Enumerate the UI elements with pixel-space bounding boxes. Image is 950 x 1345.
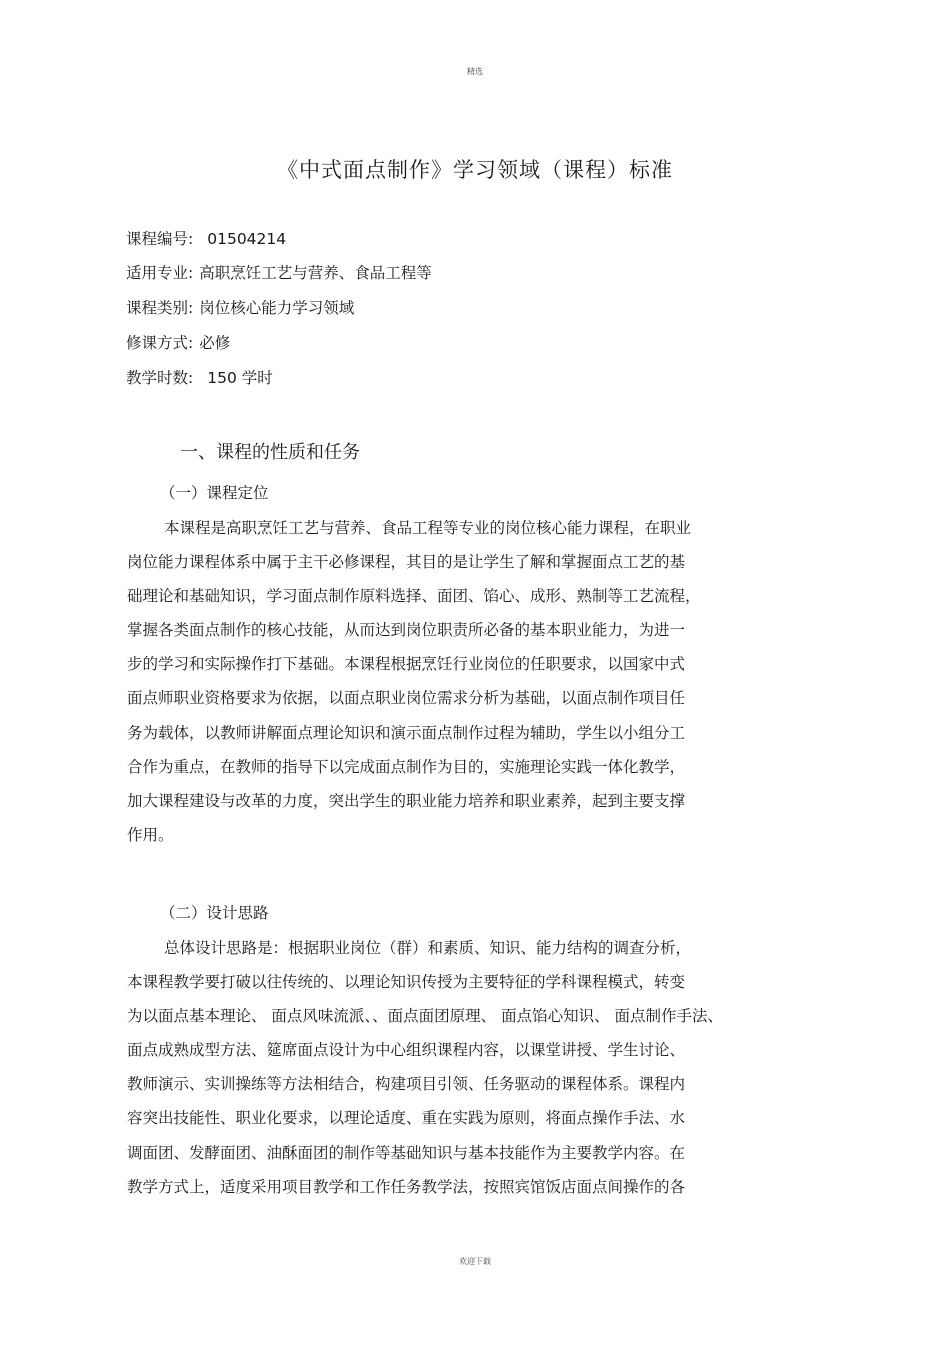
- meta-hours: [126, 368, 273, 388]
- meta-label: 适用专业:: [126, 264, 194, 282]
- paragraph-line: 为以面点基本理论、 面点风味流派、、面点面团原理、 面点馅心知识、 面点制作手法、: [127, 1007, 724, 1026]
- paragraph-line: 面点成熟成型方法、筵席面点设计为中心组织课程内容，以课堂讲授、学生讨论、: [127, 1041, 686, 1060]
- meta-mode: [126, 333, 230, 353]
- subsection-heading-design: （二）设计思路: [160, 904, 269, 922]
- document-title: 《中式面点制作》学习领域（课程）标准: [277, 158, 673, 182]
- page-header: 精选: [467, 67, 483, 76]
- paragraph-line: 岗位能力课程体系中属于主干必修课程，其目的是让学生了解和掌握面点工艺的基: [127, 553, 686, 572]
- paragraph-line: 教师演示、实训操练等方法相结合，构建项目引领、任务驱动的课程体系。课程内: [127, 1075, 686, 1094]
- paragraph-line: 教学方式上，适度采用项目教学和工作任务教学法，按照宾馆饭店面点间操作的各: [127, 1177, 686, 1196]
- paragraph-design: [127, 931, 827, 1204]
- meta-category: [126, 298, 354, 318]
- paragraph-line: 合作为重点，在教师的指导下以完成面点制作为目的，实施理论实践一体化教学，: [127, 757, 686, 776]
- paragraph-line: 加大课程建设与改革的力度，突出学生的职业能力培养和职业素养，起到主要支撑: [127, 791, 686, 810]
- meta-course-code: [126, 229, 286, 249]
- paragraph-line: 本课程教学要打破以往传统的、以理论知识传授为主要特征的学科课程模式，转变: [127, 973, 686, 992]
- paragraph-line: 掌握各类面点制作的核心技能，从而达到岗位职责所必备的基本职业能力，为进一: [127, 621, 686, 640]
- paragraph-line: 面点师职业资格要求为依据，以面点职业岗位需求分析为基础，以面点制作项目任: [127, 689, 686, 708]
- meta-value: 01504214: [207, 230, 287, 248]
- meta-value: 必修: [199, 334, 231, 352]
- meta-label: 教学时数:: [126, 369, 194, 387]
- meta-label: 修课方式:: [126, 334, 194, 352]
- section-heading: 一、课程的性质和任务: [180, 442, 360, 463]
- meta-major: [126, 263, 432, 283]
- meta-value: 高职烹饪工艺与营养、食品工程等: [199, 264, 432, 282]
- paragraph-line: 步的学习和实际操作打下基础。本课程根据烹饪行业岗位的任职要求，以国家中式: [127, 655, 686, 674]
- paragraph-line: 调面团、发酵面团、油酥面团的制作等基础知识与基本技能作为主要教学内容。在: [127, 1143, 686, 1162]
- paragraph-positioning: [127, 511, 827, 852]
- meta-label: 课程编号:: [126, 230, 194, 248]
- paragraph-line: 总体设计思路是：根据职业岗位（群）和素质、知识、能力结构的调查分析，: [164, 939, 692, 957]
- paragraph-line: 础理论和基础知识，学习面点制作原料选择、面团、馅心、成形、熟制等工艺流程，: [127, 587, 701, 606]
- meta-value: 150 学时: [207, 369, 273, 387]
- paragraph-line: 本课程是高职烹饪工艺与营养、食品工程等专业的岗位核心能力课程，在职业: [164, 519, 692, 537]
- page-footer: 欢迎下载: [459, 1257, 491, 1266]
- meta-value: 岗位核心能力学习领域: [199, 299, 355, 317]
- paragraph-line: 作用。: [127, 825, 174, 844]
- paragraph-line: 容突出技能性、职业化要求，以理论适度、重在实践为原则，将面点操作手法、水: [127, 1109, 686, 1128]
- paragraph-line: 务为载体，以教师讲解面点理论知识和演示面点制作过程为辅助，学生以小组分工: [127, 723, 686, 742]
- meta-label: 课程类别:: [126, 299, 194, 317]
- subsection-heading-positioning: （一）课程定位: [160, 484, 269, 502]
